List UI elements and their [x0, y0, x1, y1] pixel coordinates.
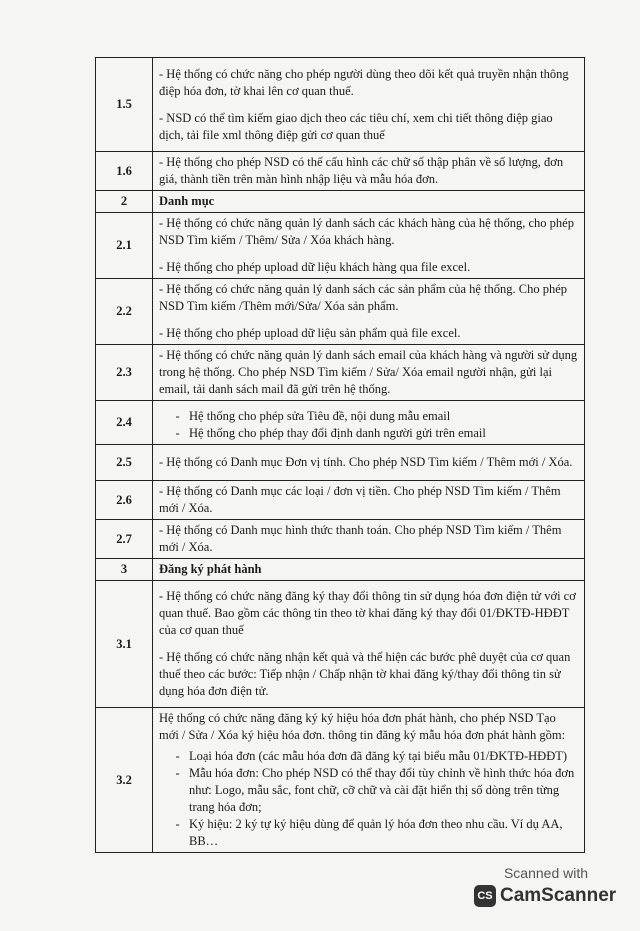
row-content [153, 345, 585, 401]
row-number: 2.4 [96, 401, 153, 445]
table-row [96, 345, 585, 401]
content-paragraph: - Hệ thống có Danh mục hình thức thanh toán. Cho phép NSD Tìm kiếm / Thêm mới / Xóa. [159, 523, 562, 554]
camscanner-brand [474, 885, 618, 907]
table-row [96, 445, 585, 481]
row-content [153, 401, 585, 445]
list-item: - Loại hóa đơn (các mẫu hóa đơn đã đăng ký tại biểu mẫu 01/ĐKTĐ-HĐĐT) [189, 748, 578, 765]
table-row [96, 401, 585, 445]
table-row [96, 481, 585, 520]
row-number: 1.5 [96, 58, 153, 152]
camscanner-icon: CS [474, 885, 496, 907]
table-row [96, 152, 585, 191]
table-row [96, 191, 585, 213]
row-content [153, 520, 585, 559]
content-paragraph: - Hệ thống có Danh mục Đơn vị tính. Cho phép NSD Tìm kiếm / Thêm mới / Xóa. [159, 455, 573, 469]
content-paragraph: - Hệ thống có chức năng quản lý danh sách email của khách hàng và người sử dụng trong hệ thống. Cho phép NSD Tìm kiếm / Sửa/ Xóa email người nhận, gửi lại email, tải danh sách mail đã gửi trên hệ thống. [159, 348, 578, 396]
section-title: Danh mục [153, 191, 585, 213]
row-content [153, 58, 585, 152]
row-number: 3 [96, 559, 153, 581]
content-paragraph: - Hệ thống có Danh mục các loại / đơn vị tiền. Cho phép NSD Tìm kiếm / Thêm mới / Xóa. [159, 484, 561, 515]
camscanner-brand-name: CamScanner [500, 885, 617, 906]
row-content [153, 708, 585, 853]
row-content [153, 213, 585, 279]
row-number: 2.2 [96, 279, 153, 345]
row-number: 2.6 [96, 481, 153, 520]
list-item: - Hệ thống cho phép thay đổi định danh người gửi trên email [189, 425, 578, 442]
row-content [153, 445, 585, 481]
table-row [96, 581, 585, 708]
row-content [153, 279, 585, 345]
row-content [153, 481, 585, 520]
content-paragraph: - Hệ thống có chức năng đăng ký thay đổi thông tin sử dụng hóa đơn điện tử với cơ quan thuế. Bao gồm các thông tin theo tờ khai đăng ký thay đổi 01/ĐKTĐ-HĐĐT của cơ quan thuế [159, 589, 576, 637]
bullet-list [159, 748, 578, 850]
row-number: 2 [96, 191, 153, 213]
table-row [96, 559, 585, 581]
content-paragraph: - NSD có thể tìm kiếm giao dịch theo các tiêu chí, xem chi tiết thông điệp giao dịch, tải file xml thông điệp gửi cơ quan thuế [159, 110, 553, 142]
table-row [96, 58, 585, 152]
table-row [96, 708, 585, 853]
content-paragraph: - Hệ thống có chức năng cho phép người dùng theo dõi kết quả truyền nhận thông điệp hóa đơn, tờ khai lên cơ quan thuế. [159, 66, 569, 98]
content-paragraph: - Hệ thống cho phép upload dữ liệu khách hàng qua file excel. [159, 260, 471, 274]
content-paragraph: - Hệ thống cho phép NSD có thể cấu hình các chữ số thập phân về số lượng, đơn giá, thành tiền trên màn hình nhập liệu và mẫu hóa đơn. [159, 155, 564, 186]
content-paragraph: - Hệ thống có chức năng nhận kết quả và thể hiện các bước phê duyệt của cơ quan thuế theo các bước: Tiếp nhận / Chấp nhận tờ khai đăng ký/thay đổi thông tin sử dụng hóa đơn điện tử. [159, 650, 571, 698]
camscanner-watermark [474, 865, 618, 917]
row-number: 3.1 [96, 581, 153, 708]
row-number: 1.6 [96, 152, 153, 191]
table-row [96, 520, 585, 559]
spec-table [95, 57, 585, 853]
table-row [96, 279, 585, 345]
spec-table-body [96, 58, 585, 853]
content-paragraph: - Hệ thống có chức năng quản lý danh sách các khách hàng của hệ thống, cho phép NSD Tìm kiếm / Thêm/ Sửa / Xóa khách hàng. [159, 216, 574, 247]
row-number: 2.1 [96, 213, 153, 279]
content-paragraph: - Hệ thống có chức năng quản lý danh sách các sản phẩm của hệ thống. Cho phép NSD Tìm kiếm /Thêm mới/Sửa/ Xóa sản phẩm. [159, 282, 568, 313]
row-number: 2.3 [96, 345, 153, 401]
scanned-with-label: Scanned with [503, 865, 589, 881]
row-content [153, 581, 585, 708]
row-number: 3.2 [96, 708, 153, 853]
row-number: 2.7 [96, 520, 153, 559]
bullet-list [159, 408, 578, 442]
list-item: - Mẫu hóa đơn: Cho phép NSD có thể thay đổi tùy chỉnh về hình thức hóa đơn như: Logo, mẫu sắc, font chữ, cỡ chữ và cài đặt hiển thị số dòng trên từng trang hóa đơn; [189, 765, 578, 816]
table-row [96, 213, 585, 279]
row-number: 2.5 [96, 445, 153, 481]
list-item: - Ký hiệu: 2 ký tự ký hiệu dùng để quản lý hóa đơn theo nhu cầu. Ví dụ AA, BB… [189, 816, 578, 850]
content-paragraph: - Hệ thống cho phép upload dữ liệu sản phẩm quả file excel. [159, 326, 461, 340]
list-item: - Hệ thống cho phép sửa Tiêu đề, nội dung mẫu email [189, 408, 578, 425]
row-content [153, 152, 585, 191]
content-paragraph: Hệ thống có chức năng đăng ký ký hiệu hóa đơn phát hành, cho phép NSD Tạo mới / Sửa / Xóa ký hiệu hóa đơn. thông tin đăng ký mẫu hóa đơn phát hành gồm: [159, 711, 566, 742]
section-title: Đăng ký phát hành [153, 559, 585, 581]
